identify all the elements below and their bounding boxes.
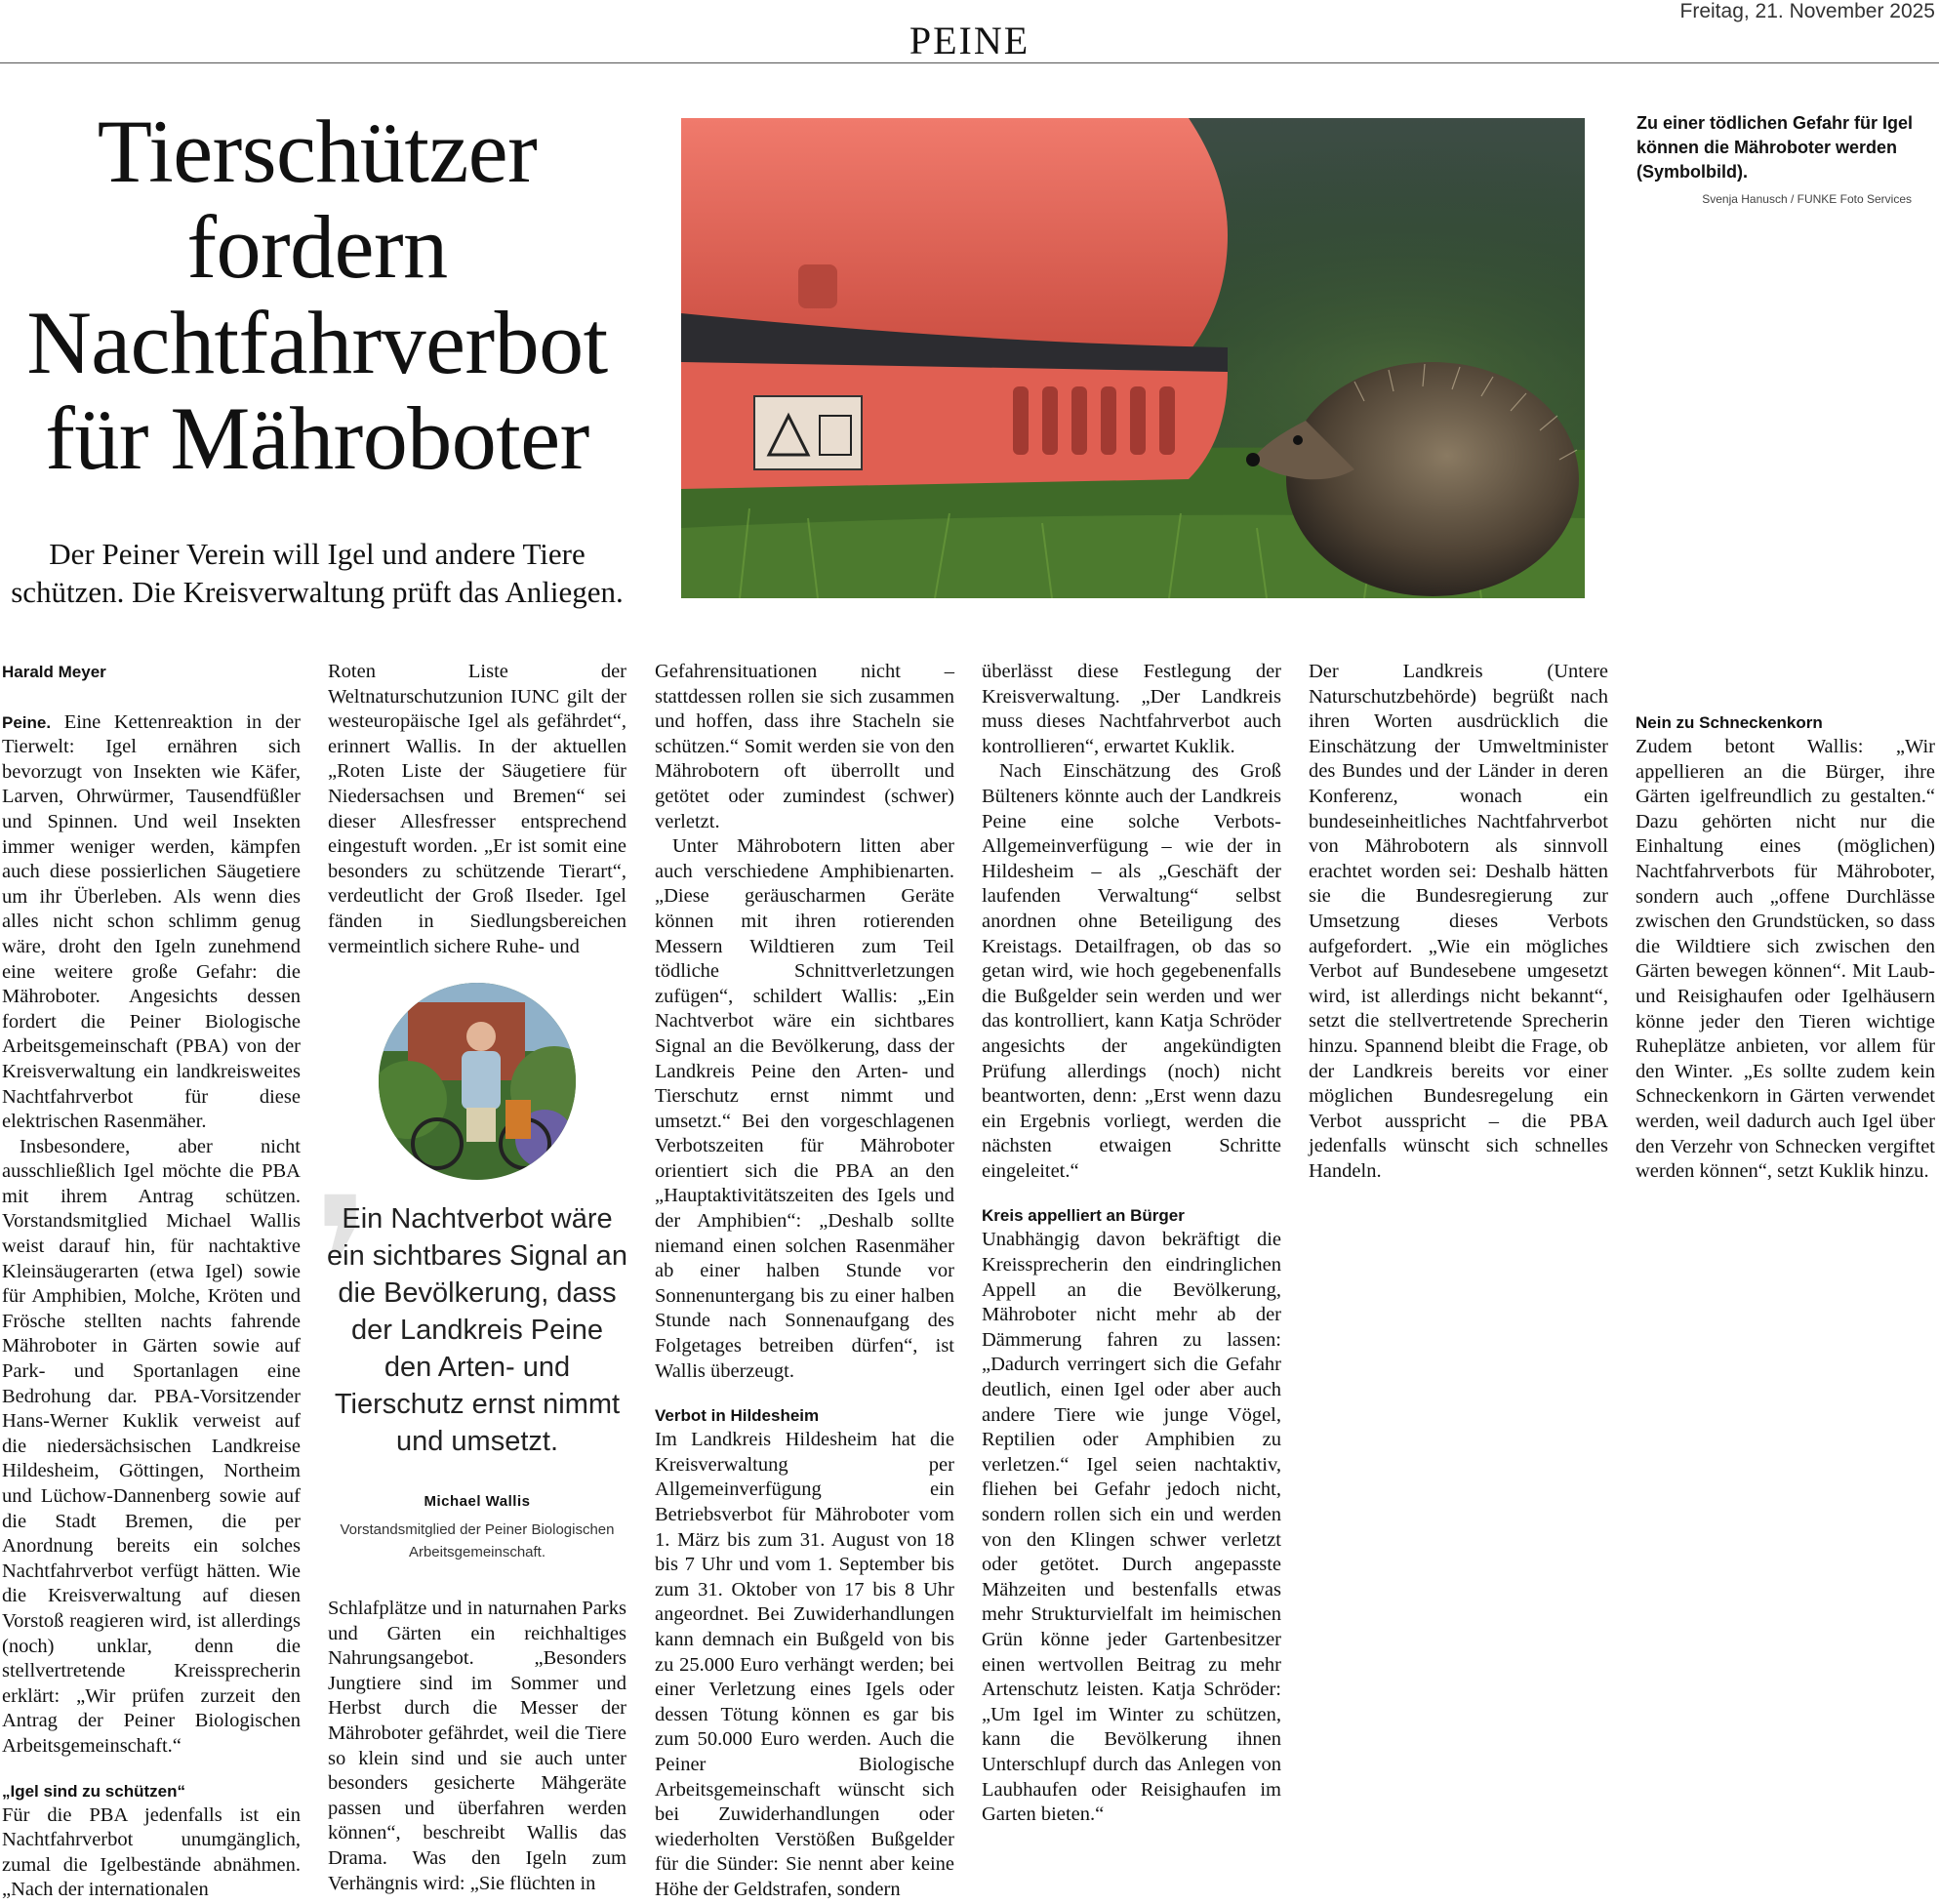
article-column-6 [1636, 330, 1935, 1185]
article-column-1 [2, 660, 301, 1903]
article-paragraph: Unabhängig davon bekräftigt die Kreissprecherin den eindringlichen Appell an die Bevölkerung, Mähroboter nicht mehr ab der Dämmerung fahren zu lassen: „Dadurch verringert sich die Gefahr deutlich, einen Igel oder aber auch andere Tiere wie junge Vögel, Reptilien oder Amphibien zu verletzen.“ Igel seien nachtaktiv, fliehen bei Gefahr jedoch nicht, sondern rollen sich ein und werden von den Klingen schwer verletzt oder getötet. Durch angepasste Mähzeiten und bestenfalls etwas mehr Strukturvielfalt im heimischen Grün könne jeder Gartenbesitzer einen wertvollen Beitrag zu mehr Artenschutz leisten. Katja Schröder: „Um Igel im Winter zu schützen, kann die Bevölkerung ihnen Unterschlupf durch das Anlegen von Laubhaufen oder Reisighaufen im Garten bieten.“ [982, 1229, 1281, 1826]
subhead-hildesheim: Verbot in Hildesheim [655, 1406, 820, 1426]
subheadline: Der Peiner Verein will Igel und andere Tiere schützen. Die Kreisverwaltung prüft das Anliegen. [11, 537, 624, 609]
pull-quote-author: Michael Wallis [424, 1493, 531, 1510]
article-paragraph: Peine. Eine Kettenreaktion in der Tierwelt: Igel ernähren sich bevorzugt von Insekten wie Käfer, Larven, Ohrwürmer, Tausendfüßler und Spinnen. Und weil Insekten immer weniger werden, kämpfen auch diese possierlichen Säugetiere um ihr Überleben. Als wenn dies alles nicht schon schlimm genug wäre, droht den Igeln zunehmend eine weitere große Gefahr: die Mähroboter. Angesichts dessen fordert die Peiner Biologische Arbeitsgemeinschaft (PBA) von der Kreisverwaltung ein landkreisweites Nachtfahrverbot für diese elektrischen Rasenmäher. [2, 710, 302, 1133]
article-paragraph: überlässt diese Festlegung der Kreisverwaltung. „Der Landkreis muss dieses Nachtfahrverbot auch kontrollieren“, erwartet Kuklik. [982, 661, 1281, 757]
issue-date: Freitag, 21. November 2025 [1679, 0, 1935, 22]
article-paragraph: Für die PBA jedenfalls ist ein Nachtfahrverbot unumgänglich, zumal die Igelbestände abnähmen. „Nach der internationalen [2, 1803, 301, 1901]
article-column-2 [328, 660, 626, 959]
article-paragraph: Insbesondere, aber nicht ausschließlich Igel möchte die PBA mit ihrem Antrag schützen. Vorstandsmitglied Michael Wallis weist darauf hin, für nachtaktive Kleinsäugerarten (etwa Igel) sowie für Amphibien, Molche, Kröten und Frösche stellten nachts fahrende Mähroboter in Gärten sowie auf Park- und Sportanlagen eine Bedrohung dar. PBA-Vorsitzender Hans-Werner Kuklik verweist auf die niedersächsischen Landkreise Hildesheim, Göttingen, Northeim und Lüchow-Dannenberg sowie auf die Stadt Bremen, die per Anordnung bereits ein solches Nachtfahrverbot verfügt hätten. Wie die Kreisverwaltung auf diesen Vorstoß reagieren wird, ist allerdings (noch) unklar, denn die stellvertretende Kreissprecherin erklärt: „Wir prüfen zurzeit den Antrag der Peiner Biologischen Arbeitsgemeinschaft.“ [2, 1135, 301, 1757]
header-rule [0, 62, 1939, 63]
portrait-photo [379, 983, 576, 1180]
article-paragraph: Der Landkreis (Untere Naturschutzbehörde) begrüßt nach ihren Worten ausdrücklich die Einschätzung der Umweltminister des Bundes und der Länder in deren Konferenz, wonach ein bundeseinheitliches Nachtfahrverbot von Mährobotern als sinnvoll erachtet worden sei: Deshalb hätten sie die Bundesregierung zur Umsetzung dieses Verbots aufgefordert. „Wie ein mögliches Verbot auf Bundesebene umgesetzt wird, ist allerdings nicht bekannt“, setzt die stellvertretende Sprecherin hinzu. Spannend bleibt die Frage, ob der Landkreis bereits vor einer möglichen Bundesregelung ein Verbot ausspricht – die PBA jedenfalls wünscht sich schnelles Handeln. [1309, 661, 1608, 1182]
subhead-buerger: Kreis appelliert an Bürger [982, 1206, 1185, 1226]
subhead-igel: „Igel sind zu schützen“ [2, 1781, 185, 1801]
quote-mark-icon: ❜ [314, 1166, 372, 1360]
article-paragraph: Roten Liste der Weltnaturschutzunion IUNC gilt der westeuropäische Igel als gefährdet“, erinnert Wallis. In der aktuellen „Roten Liste der Säugetiere für Niedersachsen und Bremen“ sei dieser Allesfresser entsprechend eingestuft worden. „Er ist somit eine besonders zu schützende Tierart“, verdeutlicht der Groß Ilseder. Igel fänden in Siedlungsbereichen vermeintlich sichere Ruhe- und [328, 661, 626, 957]
subhead-schnecken: Nein zu Schneckenkorn [1636, 713, 1823, 732]
article-paragraph: Unter Mährobotern litten aber auch verschiedene Amphibienarten. „Diese geräuscharmen Geräte können mit ihren rotierenden Messern Wildtieren zum Teil tödliche Schnittverletzungen zufügen“, schildert Wallis: „Ein Nachtverbot wäre ein sichtbares Signal an die Bevölkerung, dass der Landkreis Peine den Arten- und Tierschutz ernst nimmt und umsetzt.“ Bei den vorgeschlagenen Verbotszeiten für Mähroboter orientiert sich die PBA an den „Hauptaktivitätszeiten des Igels und der Amphibien“: „Deshalb sollte niemand einen solchen Rasenmäher ab einer halben Stunde vor Sonnenuntergang bis zu einer halben Stunde nach Sonnenaufgang des Folgetages betreiben dürfen“, ist Wallis überzeugt. [655, 835, 954, 1382]
article-paragraph: Nach Einschätzung des Groß Bülteners könnte auch der Landkreis Peine eine solche Verbots-Allgemeinverfügung – wie der in Hildesheim – als „Geschäft der laufenden Verwaltung“ selbst anordnen ohne Beteiligung des Kreistags. Detailfragen, ob das so getan wird, wie hoch gegebenenfalls die Bußgelder sein werden und wer das kontrolliert, kann Katja Schröder angesichts der angekündigten Prüfung allerdings (noch) nicht beantworten, denn: „Erst wenn dazu ein Ergebnis vorliegt, werden die nächsten etwaigen Schritte eingeleitet.“ [982, 760, 1281, 1182]
article-column-5 [1309, 660, 1608, 1184]
article-paragraph: Im Landkreis Hildesheim hat die Kreisverwaltung per Allgemeinverfügung ein Betriebsverbot für Mähroboter vom 1. März bis zum 31. August von 18 bis 7 Uhr und vom 1. September bis zum 31. Oktober von 17 bis 8 Uhr angeordnet. Bei Zuwiderhandlungen kann demnach ein Bußgeld von bis zu 25.000 Euro verhängt werden; bei einer Verletzung eines Igels oder dessen Tötung können es gar bis zum 50.000 Euro werden. Auch die Peiner Biologische Arbeitsgemeinschaft wünscht sich bei Zuwiderhandlungen oder wiederholten Verstößen Bußgelder für die Sünder: Sie nennt aber keine Höhe der Geldstrafen, sondern [655, 1429, 954, 1900]
author-name: Harald Meyer [2, 663, 106, 681]
pull-quote-role: Vorstandsmitglied der Peiner Biologischen Arbeitsgemeinschaft. [340, 1521, 615, 1560]
ressort-title: PEINE [909, 19, 1030, 62]
headline: Tierschützer fordern Nachtfahrverbot für Mähroboter [26, 101, 608, 488]
article-paragraph: Gefahrensituationen nicht – stattdessen rollen sie sich zusammen und hoffen, dass ihre Stacheln sie schützen.“ Somit werden sie von den Mährobotern oft überrollt und getötet oder zumindest (schwer) verletzt. [655, 661, 954, 832]
article-column-2-bottom [328, 1597, 626, 1896]
hedgehog-and-mower-photo [681, 118, 1585, 598]
article-paragraph: Zudem betont Wallis: „Wir appellieren an die Bürger, ihre Gärten igelfreundlich zu gestalten.“ Dazu gehörten nicht nur die Einhaltung eines (möglichen) Nachtfahrverbots für Mähroboter, sondern auch „offene Durchlässe zwischen den Grundstücken, so dass die Wildtiere sich zwischen den Gärten bewegen können“. Mit Laub- und Reisighaufen oder Igelhäusern könne jeder den Tieren wichtige Ruheplätze anbieten, vor allem für den Winter. „Es sollte zudem kein Schneckenkorn in Gärten verwendet werden, weil dadurch auch Igel über den Verzehr von Schnecken vergiftet werden können“, setzt Kuklik hinzu. [1636, 736, 1935, 1183]
pull-quote: Ein Nachtverbot wäre ein sichtbares Signal an die Bevölkerung, dass der Landkreis Peine den Arten- und Tierschutz ernst nimmt und umsetzt. [327, 1203, 627, 1457]
dateline: Peine. [2, 712, 52, 732]
photo-caption: Zu einer tödlichen Gefahr für Igel können die Mähroboter werden (Symbolbild). [1636, 113, 1914, 182]
article-paragraph: Schlafplätze und in naturnahen Parks und Gärten ein reichhaltiges Nahrungsangebot. „Besonders Jungtiere sind im Sommer und Herbst durch die Messer der Mähroboter gefährdet, weil die Tiere so klein sind und sie auch unter besonders gesicherte Mähgeräte passen und überfahren werden können“, beschreibt Wallis das Drama. Was den Igeln zum Verhängnis wird: „Sie flüchten in [328, 1598, 626, 1894]
article-column-4 [982, 660, 1281, 1828]
photo-credit: Svenja Hanusch / FUNKE Foto Services [1702, 192, 1912, 206]
article-column-3 [655, 660, 954, 1903]
